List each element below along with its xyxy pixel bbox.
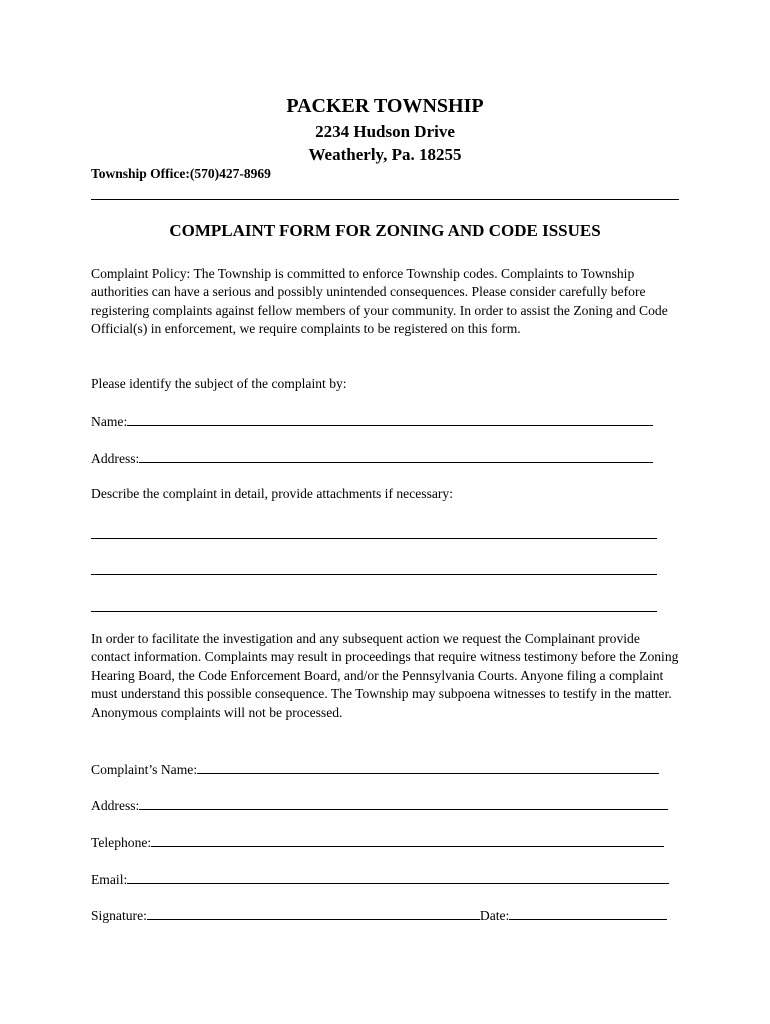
subject-address-label: Address: xyxy=(91,451,140,466)
subject-name-row xyxy=(91,413,653,430)
description-line-3[interactable] xyxy=(91,611,657,612)
complainant-address-row xyxy=(91,797,668,814)
email-row xyxy=(91,871,669,888)
signature-date-row xyxy=(91,907,667,924)
signature-label: Signature: xyxy=(91,908,147,923)
township-title: PACKER TOWNSHIP xyxy=(286,95,484,117)
address-line-1: 2234 Hudson Drive xyxy=(315,122,455,141)
contact-notice: In order to facilitate the investigation and any subsequent action we request the Complainant provide contact information. Complaints may result in proceedings that require witness testimony before the Zoning Hearing Board, the Code Enforcement Board, and/or the Pennsylvania Courts. Anyone filing a complaint must understand this possible consequence. The Township may subpoena witnesses to testify in the matter. Anonymous complaints will not be processed. xyxy=(91,631,679,720)
description-line-2[interactable] xyxy=(91,574,657,575)
date-label: Date: xyxy=(479,908,510,923)
complainant-address-label: Address: xyxy=(91,798,140,813)
complainant-name-row xyxy=(91,761,659,778)
subject-address-row xyxy=(91,450,653,467)
header-divider xyxy=(91,199,679,200)
subject-name-field[interactable] xyxy=(127,413,653,426)
description-line-1[interactable] xyxy=(91,538,657,539)
form-title: COMPLAINT FORM FOR ZONING AND CODE ISSUES xyxy=(169,221,601,240)
township-office-phone: Township Office:(570)427-8969 xyxy=(91,166,271,181)
date-field[interactable] xyxy=(509,907,667,920)
email-field[interactable] xyxy=(127,871,669,884)
subject-name-label: Name: xyxy=(91,414,128,429)
subject-prompt: Please identify the subject of the complaint by: xyxy=(91,376,347,391)
complainant-name-label: Complaint’s Name: xyxy=(91,762,198,777)
complainant-name-field[interactable] xyxy=(197,761,659,774)
describe-prompt: Describe the complaint in detail, provide attachments if necessary: xyxy=(91,486,453,501)
email-label: Email: xyxy=(91,872,128,887)
subject-address-field[interactable] xyxy=(139,450,653,463)
address-line-2: Weatherly, Pa. 18255 xyxy=(308,145,462,164)
telephone-row xyxy=(91,834,664,851)
telephone-label: Telephone: xyxy=(91,835,152,850)
signature-field[interactable] xyxy=(147,907,480,920)
telephone-field[interactable] xyxy=(151,834,664,847)
complainant-address-field[interactable] xyxy=(139,797,668,810)
complaint-policy: Complaint Policy: The Township is committed to enforce Township codes. Complaints to Township authorities can have a serious and possibly unintended consequences. Please consider carefully before registering complaints against fellow members of your community. In order to assist the Zoning and Code Official(s) in enforcement, we require complaints to be registered on this form. xyxy=(91,266,668,337)
